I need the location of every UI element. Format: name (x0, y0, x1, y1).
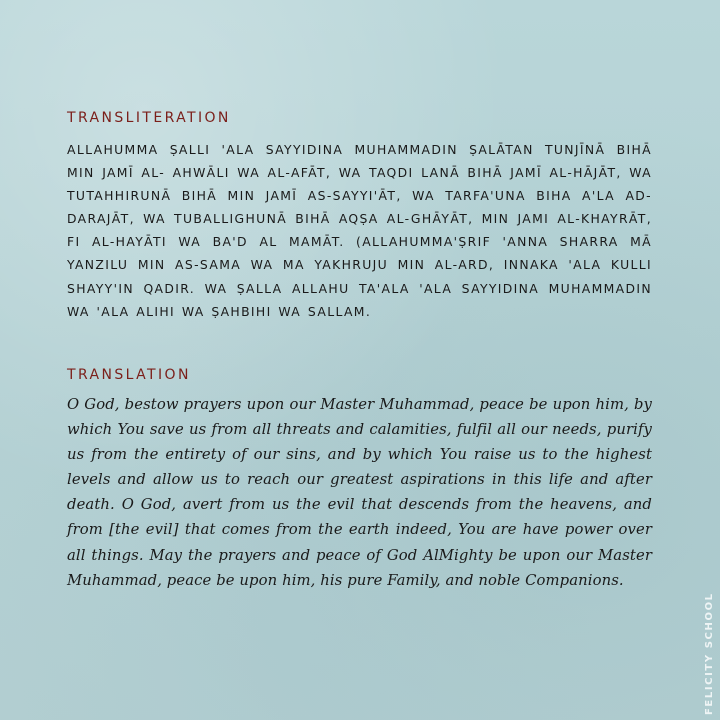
translation-text: O God, bestow prayers upon our Master Muhammad, peace be upon him, by which You save us from all threats and calamities, fulfil all our needs, purify us from the entirety of our sins, and by which You raise us to the highest levels and allow us to reach our greatest aspirations in this life and after death. O God, avert from us the evil that descends from the heavens, and from [the evil] that comes from the earth indeed, You are have power over all things. May the prayers and peace of God AlMighty be upon our Master Muhammad, peace be upon him, his pure Family, and noble Companions. (67, 396, 652, 589)
transliteration-heading: TRANSLITERATION (67, 110, 231, 126)
watermark-text: FELICITY SCHOOL (704, 592, 715, 715)
transliteration-text: ALLAHUMMA ṢALLI 'ALA SAYYIDINA MUHAMMADIN ṢALĀTAN TUNJĪNĀ BIHĀ MIN JAMĪ AL- AHWĀLI WA AL-AFĀT, WA TAQDI LANĀ BIHĀ JAMĪ AL-HĀJĀT, WA TUTAHHIRUNĀ BIHĀ MIN JAMĪ AS-SAYYI'ĀT, WA TARFA'UNA BIHA A'LA AD-DARAJĀT, WA TUBALLIGHUNĀ BIHĀ AQṢA AL-GHĀYĀT, MIN JAMI AL-KHAYRĀT, FI AL-HAYĀTI WA BA'D AL MAMĀT. (ALLAHUMMA'ṢRIF 'ANNA SHARRA MĀ YANZILU MIN AS-SAMA WA MA YAKHRUJU MIN AL-ARD, INNAKA 'ALA KULLI SHAYY'IN QADIR. WA ṢALLA ALLAHU TA'ALA 'ALA SAYYIDINA MUHAMMADIN WA 'ALA ALIHI WA ṢAHBIHI WA SALLAM. (67, 142, 652, 319)
translation-heading: TRANSLATION (67, 367, 191, 383)
